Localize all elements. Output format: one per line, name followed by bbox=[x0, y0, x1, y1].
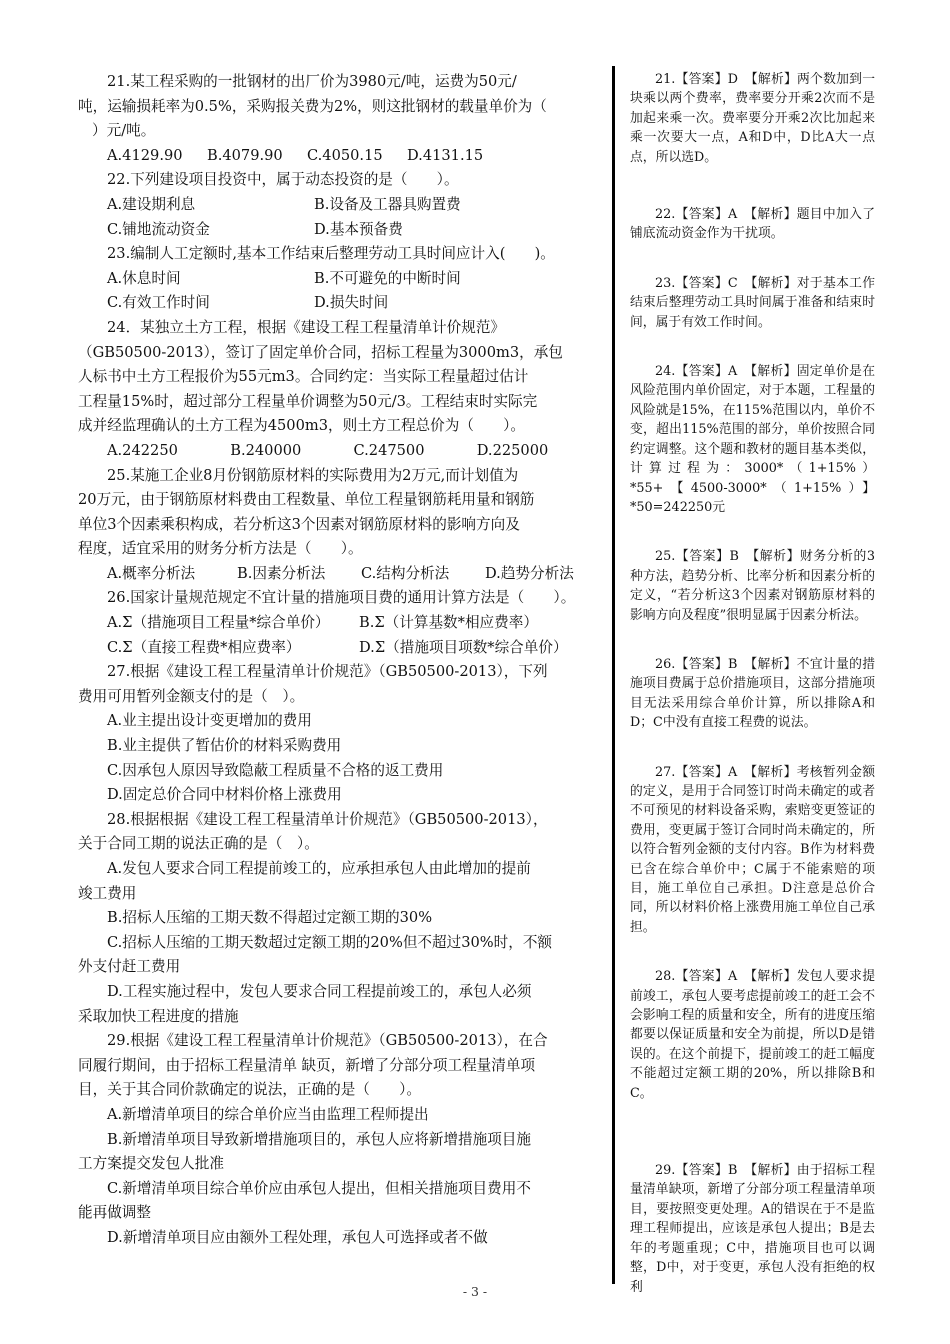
option-d: D.趋势分析法 bbox=[485, 564, 574, 582]
answers-column bbox=[630, 70, 875, 1297]
question-28-option-d-line-2: 采取加快工程进度的措施 bbox=[78, 1007, 239, 1025]
question-28-option-a-line-2: 竣工费用 bbox=[78, 884, 137, 902]
question-21-line-2: 吨，运输损耗率为0.5%，采购报关费为2%，则这批钢材的载量单价为（ bbox=[78, 97, 547, 115]
question-22-stem: 22.下列建设项目投资中，属于动态投资的是（ ）。 bbox=[107, 171, 459, 189]
option-b: B.设备及工器具购置费 bbox=[314, 195, 461, 213]
question-25-line-2: 20万元，由于钢筋原材料费由工程数量、单位工程量钢筋耗用量和钢筋 bbox=[78, 491, 535, 509]
question-27-line-2: 费用可用暂列金额支付的是（ ）。 bbox=[78, 687, 305, 705]
question-24-line-3: 人标书中土方工程报价为55元m3。合同约定：当实际工程量超过估计 bbox=[78, 368, 529, 386]
question-26-options-row-1 bbox=[78, 611, 600, 636]
question-23-options-row-1 bbox=[78, 267, 600, 292]
question-23-stem: 23.编制人工定额时,基本工作结束后整理劳动工具时间应计入( )。 bbox=[107, 245, 555, 263]
question-29-option-c-line-1: C.新增清单项目综合单价应由承包人提出，但相关措施项目费用不 bbox=[107, 1179, 531, 1197]
answer-22: 22.【答案】A 【解析】题目中加入了铺底流动资金作为干扰项。 bbox=[630, 207, 875, 242]
questions-column bbox=[78, 70, 600, 1251]
option-d: D.4131.15 bbox=[407, 146, 484, 164]
question-29-option-b-line-1: B.新增清单项目导致新增措施项目的，承包人应将新增措施项目施 bbox=[107, 1130, 531, 1148]
option-c: C.有效工作时间 bbox=[107, 294, 210, 312]
option-c: C.结构分析法 bbox=[361, 564, 450, 582]
option-b: B.不可避免的中断时间 bbox=[314, 269, 461, 287]
option-a: A.建设期利息 bbox=[107, 195, 196, 213]
question-29-option-d: D.新增清单项目应由额外工程处理，承包人可选择或者不做 bbox=[107, 1228, 488, 1246]
question-27-option-a: A.业主提出设计变更增加的费用 bbox=[107, 712, 312, 730]
column-divider bbox=[612, 66, 615, 1284]
question-27-line-1: 27.根据《建设工程工程量清单计价规范》（GB50500-2013），下列 bbox=[107, 663, 548, 681]
question-25-line-4: 程度，适宜采用的财务分析方法是（ ）。 bbox=[78, 540, 363, 558]
answer-26: 26.【答案】B 【解析】不宜计量的措施项目费属于总价措施项目，这部分措施项目无法采用综合单价计算，所以排除A和D；C中没有直接工程费的说法。 bbox=[630, 656, 875, 731]
option-c: C.247500 bbox=[353, 441, 425, 459]
question-28-line-2: 关于合同工期的说法正确的是（ ）。 bbox=[78, 835, 319, 853]
question-27-option-c: C.因承包人原因导致隐蔽工程质量不合格的返工费用 bbox=[107, 761, 444, 779]
question-25-options bbox=[78, 562, 600, 587]
question-24-line-4: 工程量15%时，超过部分工程量单价调整为50元/3。工程结束时实际完 bbox=[78, 392, 538, 410]
option-c: C.铺地流动资金 bbox=[107, 220, 210, 238]
question-28-option-c-line-2: 外支付赶工费用 bbox=[78, 958, 181, 976]
answer-24: 24.【答案】A 【解析】固定单价是在风险范围内单价固定，对于本题，工程量的风险就是15%，在115%范围以内，单价不变，超出115%范围的部分，单价按照合同约定调整。这个题和教材的题目基本类似，计算过程为：3000*（1+15%）*55+【4500-3000*（1+15%）】*50=242250元 bbox=[630, 364, 875, 515]
option-a: A.242250 bbox=[107, 441, 178, 459]
question-29-line-2: 同履行期间，由于招标工程量清单 缺页，新增了分部分项工程量清单项 bbox=[78, 1056, 536, 1074]
question-27-option-b: B.业主提供了暂估价的材料采购费用 bbox=[107, 737, 342, 755]
question-24-options bbox=[78, 439, 600, 464]
option-a: A.休息时间 bbox=[107, 269, 181, 287]
question-21-line-3: ）元/吨。 bbox=[92, 122, 156, 140]
option-d: D.Σ（措施项目项数*综合单价） bbox=[359, 638, 568, 656]
option-b: B.因素分析法 bbox=[237, 564, 326, 582]
question-28-option-d-line-1: D.工程实施过程中，发包人要求合同工程提前竣工的，承包人必须 bbox=[107, 982, 532, 1000]
option-a: A.概率分析法 bbox=[107, 564, 196, 582]
question-26-stem: 26.国家计量规范规定不宜计量的措施项目费的通用计算方法是（ ）。 bbox=[107, 589, 576, 607]
question-21-line-1: 21.某工程采购的一批钢材的出厂价为3980元/吨，运费为50元/ bbox=[107, 73, 517, 90]
question-24-line-5: 成并经监理确认的土方工程为4500m3，则土方工程总价为（ ）。 bbox=[78, 417, 525, 435]
answer-25: 25.【答案】B 【解析】财务分析的3种方法，趋势分析、比率分析和因素分析的定义，“若分析这3个因素对钢筋原材料的影响方向及程度”很明显属于因素分析法。 bbox=[630, 549, 875, 623]
answer-23: 23.【答案】C 【解析】对于基本工作结束后整理劳动工具时间属于准备和结束时间，属于有效工作时间。 bbox=[630, 275, 875, 330]
question-25-line-1: 25.某施工企业8月份钢筋原材料的实际费用为2万元,而计划值为 bbox=[107, 466, 519, 484]
question-24-line-1: 24．某独立土方工程，根据《建设工程工程量清单计价规范》 bbox=[107, 318, 506, 336]
question-28-option-b: B.招标人压缩的工期天数不得超过定额工期的30% bbox=[107, 909, 433, 927]
answer-29: 29.【答案】B 【解析】由于招标工程量清单缺项，新增了分部分项工程量清单项目，要按照变更处理。A的错误在于不是监理工程师提出，应该是承包人提出；B是去年的考题重现；C中，措施项目也可以调整，D中，对于变更，承包人没有拒绝的权利 bbox=[630, 1163, 875, 1295]
answer-21: 21.【答案】D 【解析】两个数加到一块乘以两个费率，费率要分开乘2次而不是加起来乘一次。费率要分开乘2次比加起来乘一次要大一点，A和D中，D比A大一点点，所以选D。 bbox=[630, 72, 875, 165]
option-a: A.4129.90 bbox=[107, 146, 183, 164]
question-22-options-row-2 bbox=[78, 218, 600, 243]
option-b: B.240000 bbox=[230, 441, 302, 459]
question-29-option-a: A.新增清单项目的综合单价应当由监理工程师提出 bbox=[107, 1105, 429, 1123]
option-b: B.Σ（计算基数*相应费率） bbox=[359, 614, 538, 632]
question-22-options-row-1 bbox=[78, 193, 600, 218]
option-d: D.基本预备费 bbox=[314, 220, 403, 238]
option-d: D.225000 bbox=[476, 441, 549, 459]
option-a: A.Σ（措施项目工程量*综合单价） bbox=[107, 614, 330, 632]
answer-27: 27.【答案】A 【解析】考核暂列金额的定义，是用于合同签订时尚未确定的或者不可预见的材料设备采购，索赔变更签证的费用，变更属于签订合同时尚未确定的，所以符合暂列金额的支付内容。B作为材料费已含在综合单价中；C属于不能索赔的项目，施工单位自己承担。D注意是总价合同，所以材料价格上涨费用施工单位自己承担。 bbox=[630, 764, 875, 935]
question-29-line-3: 目，关于其合同价款确定的说法，正确的是（ ）。 bbox=[78, 1081, 421, 1099]
answer-28: 28.【答案】A 【解析】发包人要求提前竣工，承包人要考虑提前竣工的赶工会不会影响工程的质量和安全，所有的进度压缩都要以保证质量和安全为前提，所以D是错误的。在这个前提下，提前竣工的赶工幅度不能超过定额工期的20%，所以排除B和C。 bbox=[630, 969, 875, 1101]
question-29-option-b-line-2: 工方案提交发包人批准 bbox=[78, 1155, 224, 1173]
option-d: D.损失时间 bbox=[314, 294, 389, 312]
question-29-option-c-line-2: 能再做调整 bbox=[78, 1204, 151, 1222]
question-27-option-d: D.固定总价合同中材料价格上涨费用 bbox=[107, 786, 342, 804]
option-c: C.4050.15 bbox=[307, 146, 383, 164]
question-25-line-3: 单位3个因素乘积构成，若分析这3个因素对钢筋原材料的影响方向及 bbox=[78, 515, 520, 533]
question-26-options-row-2 bbox=[78, 636, 600, 661]
option-b: B.4079.90 bbox=[207, 146, 283, 164]
page-number: - 3 - bbox=[462, 1284, 488, 1299]
question-23-options-row-2 bbox=[78, 291, 600, 316]
question-28-line-1: 28.根据根据《建设工程工程量清单计价规范》（GB50500-2013）， bbox=[107, 810, 548, 828]
question-21-options bbox=[78, 144, 600, 169]
option-c: C.Σ（直接工程费*相应费率） bbox=[107, 638, 301, 656]
question-29-line-1: 29.根据《建设工程工程量清单计价规范》（GB50500-2013），在合 bbox=[107, 1032, 548, 1050]
question-28-option-a-line-1: A.发包人要求合同工程提前竣工的，应承担承包人由此增加的提前 bbox=[107, 860, 531, 877]
question-24-line-2: （GB50500-2013），签订了固定单价合同，招标工程量为3000m3，承包 bbox=[78, 343, 563, 361]
question-28-option-c-line-1: C.招标人压缩的工期天数超过定额工期的20%但不超过30%时，不额 bbox=[107, 933, 553, 951]
